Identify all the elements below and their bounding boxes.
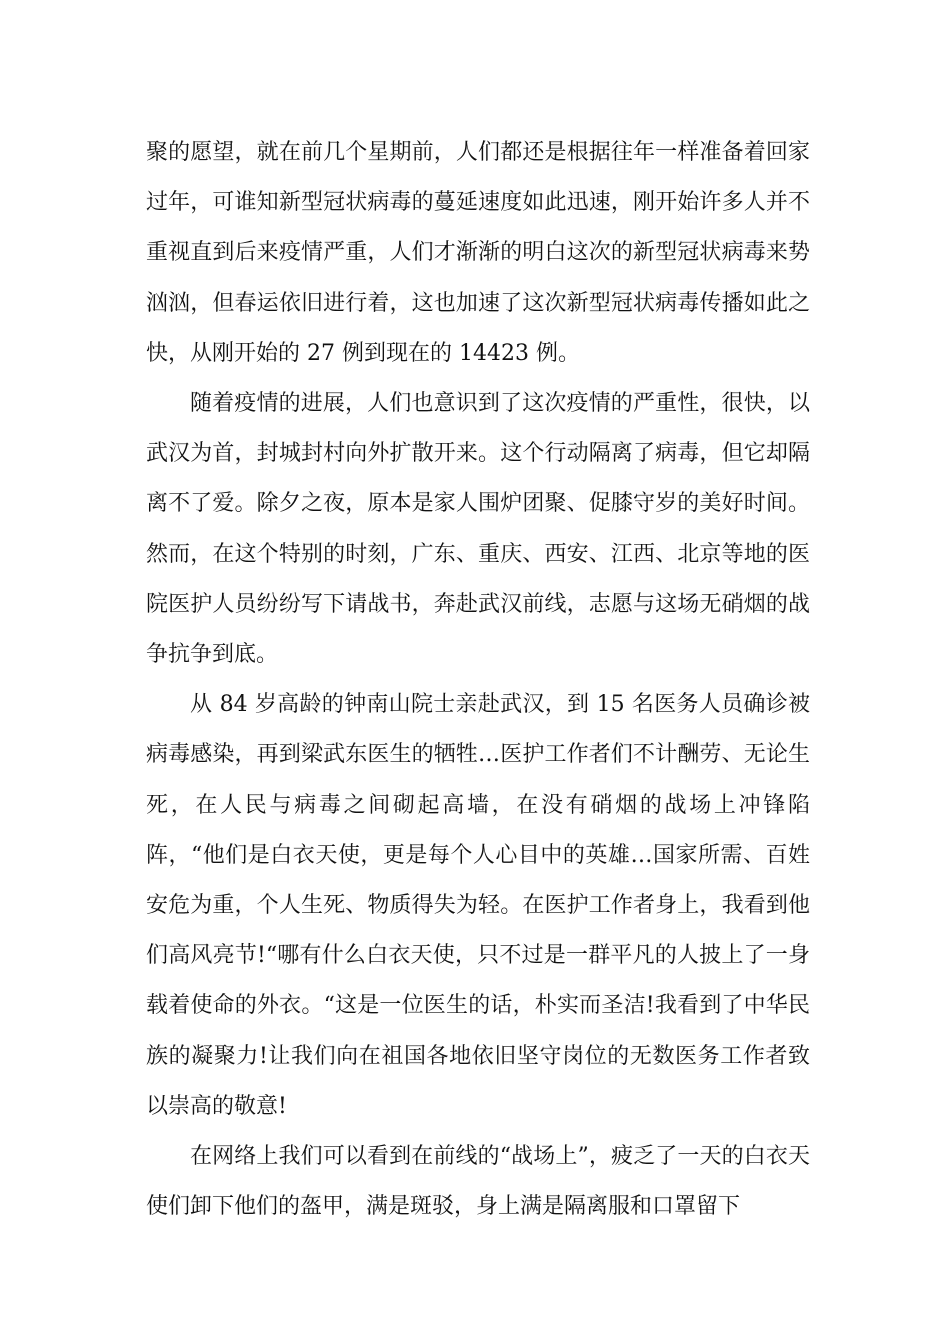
paragraph-2: 随着疫情的进展，人们也意识到了这次疫情的严重性，很快，以武汉为首，封城封村向外扩散开来。这个行动隔离了病毒，但它却隔离不了爱。除夕之夜，原本是家人围炉团聚、促膝守岁的美好时间。然而，在这个特别的时刻，广东、重庆、西安、江西、北京等地的医院医护人员纷纷写下请战书，奔赴武汉前线，志愿与这场无硝烟的战争抗争到底。 <box>146 391 810 668</box>
document-body <box>146 128 810 1232</box>
paragraph-3: 从 84 岁高龄的钟南山院士亲赴武汉，到 15 名医务人员确诊被病毒感染，再到梁武东医生的牺牲…医护工作者们不计酬劳、无论生死，在人民与病毒之间砌起高墙，在没有硝烟的战场上冲锋陷阵，“他们是白衣天使，更是每个人心目中的英雄…国家所需、百姓安危为重，个人生死、物质得失为轻。在医护工作者身上，我看到他们高风亮节!“哪有什么白衣天使，只不过是一群平凡的人披上了一身载着使命的外衣。“这是一位医生的话，朴实而圣洁!我看到了中华民族的凝聚力!让我们向在祖国各地依旧坚守岗位的无数医务工作者致以崇高的敬意! <box>146 692 810 1119</box>
paragraph-4: 在网络上我们可以看到在前线的“战场上”，疲乏了一天的白衣天使们卸下他们的盔甲，满是斑驳，身上满是隔离服和口罩留下 <box>146 1144 810 1220</box>
paragraph-1: 聚的愿望，就在前几个星期前，人们都还是根据往年一样准备着回家过年，可谁知新型冠状病毒的蔓延速度如此迅速，刚开始许多人并不重视直到后来疫情严重，人们才渐渐的明白这次的新型冠状病毒来势汹汹，但春运依旧进行着，这也加速了这次新型冠状病毒传播如此之快，从刚开始的 27 例到现在的 14423 例。 <box>146 140 810 366</box>
